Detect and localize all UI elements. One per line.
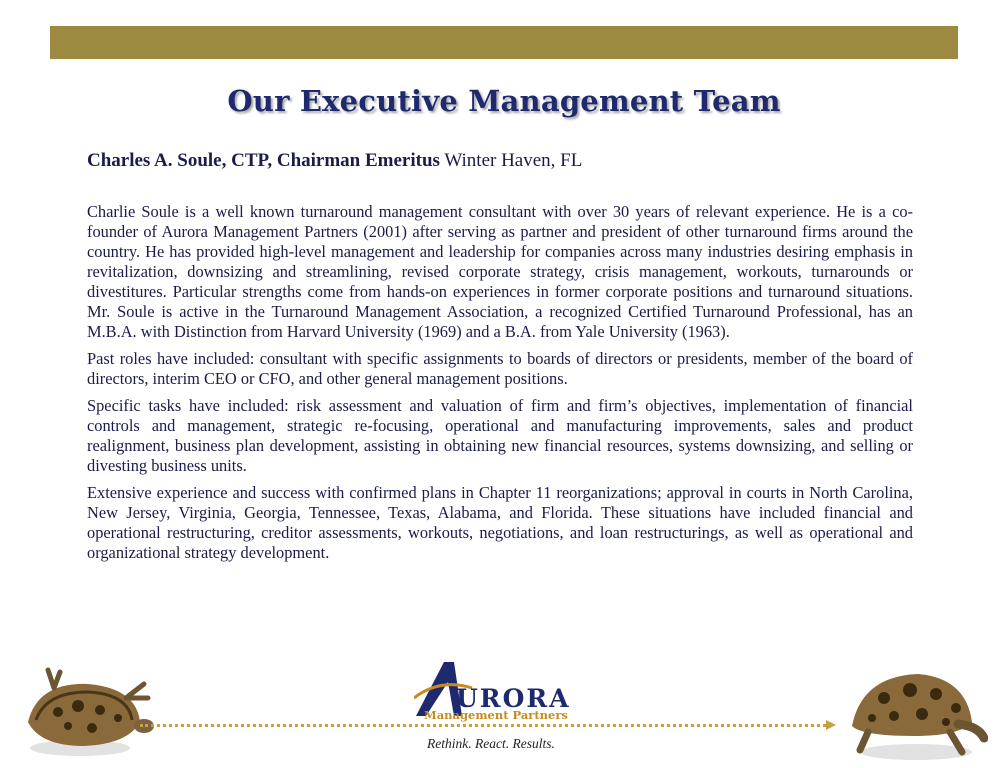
person-location: Winter Haven, FL: [439, 150, 583, 171]
logo-name: URORA: [456, 684, 571, 713]
arrow-head-icon: [826, 720, 836, 730]
person-name: Charles A. Soule, CTP, Chairman Emeritus: [87, 150, 440, 171]
header-bar: [50, 26, 958, 59]
past-roles-paragraph: Past roles have included: consultant with specific assignments to boards of directors or presidents, member of the board of directors, interim CEO or CFO, and other general management positions.: [87, 349, 913, 388]
page-title: Our Executive Management Team: [227, 84, 781, 118]
specific-tasks-paragraph: Specific tasks have included: risk assessment and valuation of firm and firm’s objectives, implementation of financial controls and management, strategic re-focusing, operational and manufacturing improvements, sales and product realignment, business plan development, assisting in obtaining new financial resources, systems downsizing, and selling or divesting business units.: [87, 396, 913, 475]
person-heading: [87, 150, 913, 172]
bio-paragraph: Charlie Soule is a well known turnaround management consultant with over 30 years of relevant experience. He is a co-founder of Aurora Management Partners (2001) after serving as partner and president of other turnaround firms around the country. He has provided high-level management and leadership for companies across many industries desiring emphasis in revitalization, downsizing and streamlining, revised corporate strategy, crisis management, workouts, turnarounds or divestitures. Particular strengths come from hands-on experiences in former corporate positions and turnaround situations. Mr. Soule is active in the Turnaround Management Association, a recognized Certified Turnaround Professional, has an M.B.A. with Distinction from Harvard University (1969) and a B.A. from Yale University (1963).: [87, 202, 913, 341]
tagline: Rethink. React. Results.: [427, 736, 555, 751]
turtle-icon: [838, 664, 988, 764]
upside-down-turtle-icon: [18, 662, 158, 762]
chapter11-paragraph: Extensive experience and success with confirmed plans in Chapter 11 reorganizations; approval in courts in North Carolina, New Jersey, Virginia, Georgia, Tennessee, Texas, Alabama, and Florida. These situations have included financial and operational restructuring, creditor assessments, workouts, negotiations, and loan restructurings, as well as operational and organizational strategy development.: [87, 483, 913, 562]
logo-subtitle: Management Partners: [424, 708, 568, 722]
bio-content: [87, 150, 913, 570]
